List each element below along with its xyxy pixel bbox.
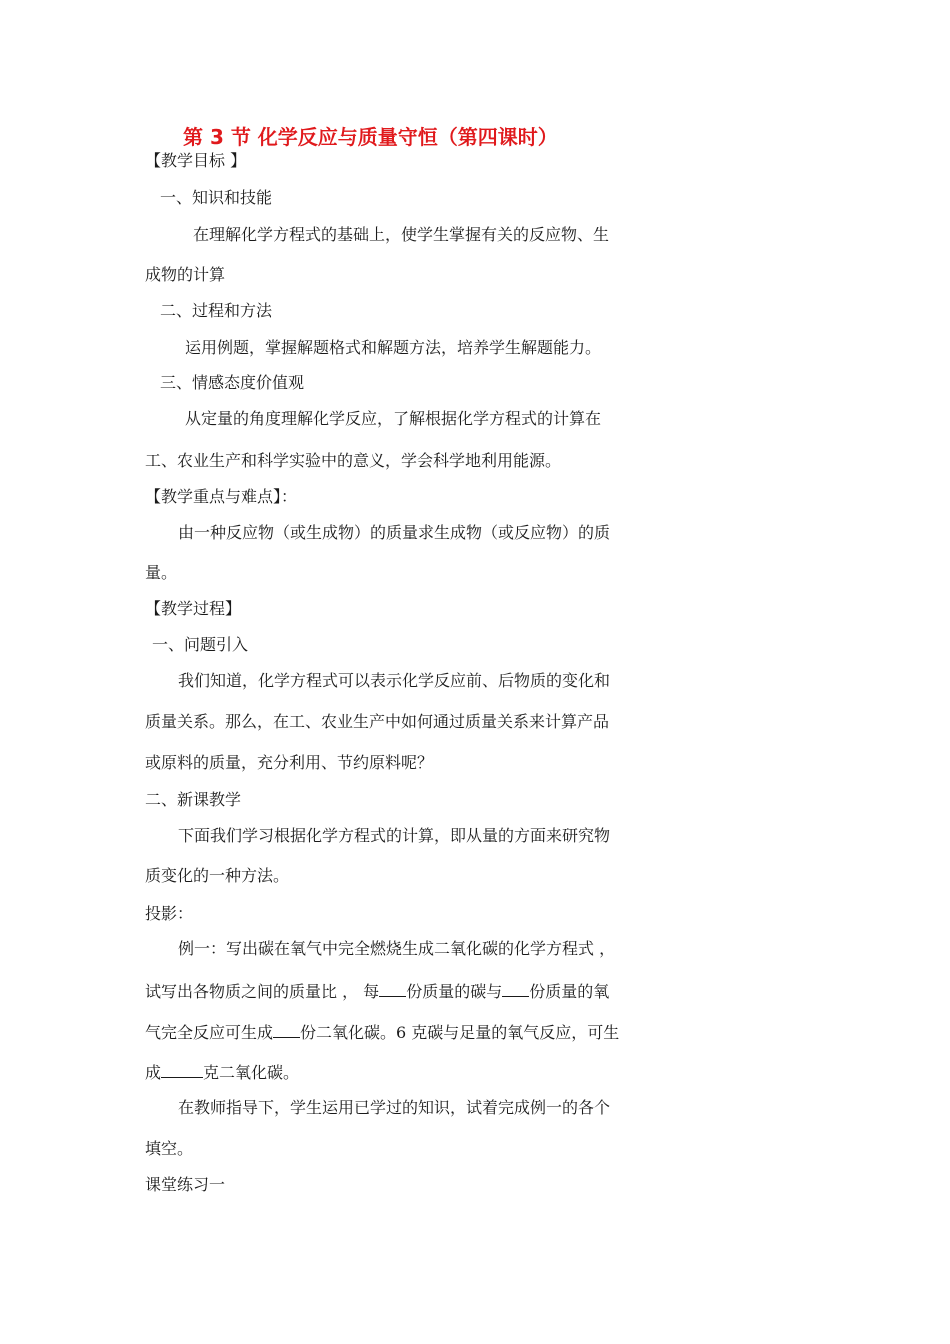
projection-label: 投影： <box>145 904 194 923</box>
goal2-text: 运用例题，掌握解题格式和解题方法，培养学生解题能力。 <box>185 338 602 357</box>
example1-line2 <box>145 980 609 1002</box>
goal1-text-line2: 成物的计算 <box>145 265 226 284</box>
new-lesson-text-line1: 下面我们学习根据化学方程式的计算，即从量的方面来研究物 <box>178 826 611 845</box>
guidance-line2: 填空。 <box>145 1139 194 1158</box>
goal3-text-line2: 工、农业生产和科学实验中的意义，学会科学地利用能源。 <box>145 451 562 470</box>
example1-line2-part2: 份质量的碳与 <box>406 982 503 1001</box>
new-lesson-text-line2: 质变化的一种方法。 <box>145 866 290 885</box>
example1-line1: 例一：写出碳在氧气中完全燃烧生成二氧化碳的化学方程式 ， <box>178 939 616 958</box>
fill-blank <box>379 980 406 997</box>
example1-line4-part1: 成 <box>145 1063 162 1082</box>
goal3-heading: 三、情感态度价值观 <box>160 373 305 392</box>
key-heading: 【教学重点与难点】： <box>145 487 298 506</box>
example1-line4 <box>145 1061 299 1083</box>
example1-line2-part3: 份质量的氧 <box>529 982 610 1001</box>
goal3-text-line1: 从定量的角度理解化学反应，了解根据化学方程式的计算在 <box>185 409 602 428</box>
intro-text-line1: 我们知道，化学方程式可以表示化学反应前、后物质的变化和 <box>178 671 611 690</box>
example1-line2-part1: 试写出各物质之间的质量比 ， 每 <box>145 982 380 1001</box>
page-title: 第 3 节 化学反应与质量守恒（第四课时） <box>183 125 558 149</box>
intro-text-line2: 质量关系。那么，在工、农业生产中如何通过质量关系来计算产品 <box>145 712 610 731</box>
fill-blank <box>161 1061 203 1078</box>
example1-line3-part1: 气完全反应可生成 <box>145 1023 274 1042</box>
key-text-line1: 由一种反应物（或生成物）的质量求生成物（或反应物）的质 <box>178 523 611 542</box>
goals-heading: 【教学目标 】 <box>145 151 247 170</box>
fill-blank <box>502 980 529 997</box>
new-lesson-heading: 二、新课教学 <box>145 790 242 809</box>
goal2-heading: 二、过程和方法 <box>160 301 273 320</box>
intro-text-line3: 或原料的质量，充分利用、节约原料呢？ <box>145 753 434 772</box>
example1-line3-part2: 份二氧化碳。6 克碳与足量的氧气反应，可生 <box>300 1023 620 1042</box>
goal1-text-line1: 在理解化学方程式的基础上，使学生掌握有关的反应物、生 <box>193 225 610 244</box>
guidance-line1: 在教师指导下，学生运用已学过的知识，试着完成例一的各个 <box>178 1098 611 1117</box>
intro-heading: 一、问题引入 <box>152 635 249 654</box>
practice-heading: 课堂练习一 <box>145 1175 226 1194</box>
goal1-heading: 一、知识和技能 <box>160 188 273 207</box>
key-text-line2: 量。 <box>145 563 178 582</box>
example1-line4-part2: 克二氧化碳。 <box>203 1063 300 1082</box>
fill-blank <box>273 1021 300 1038</box>
example1-line3 <box>145 1021 619 1043</box>
process-heading: 【教学过程】 <box>145 599 242 618</box>
